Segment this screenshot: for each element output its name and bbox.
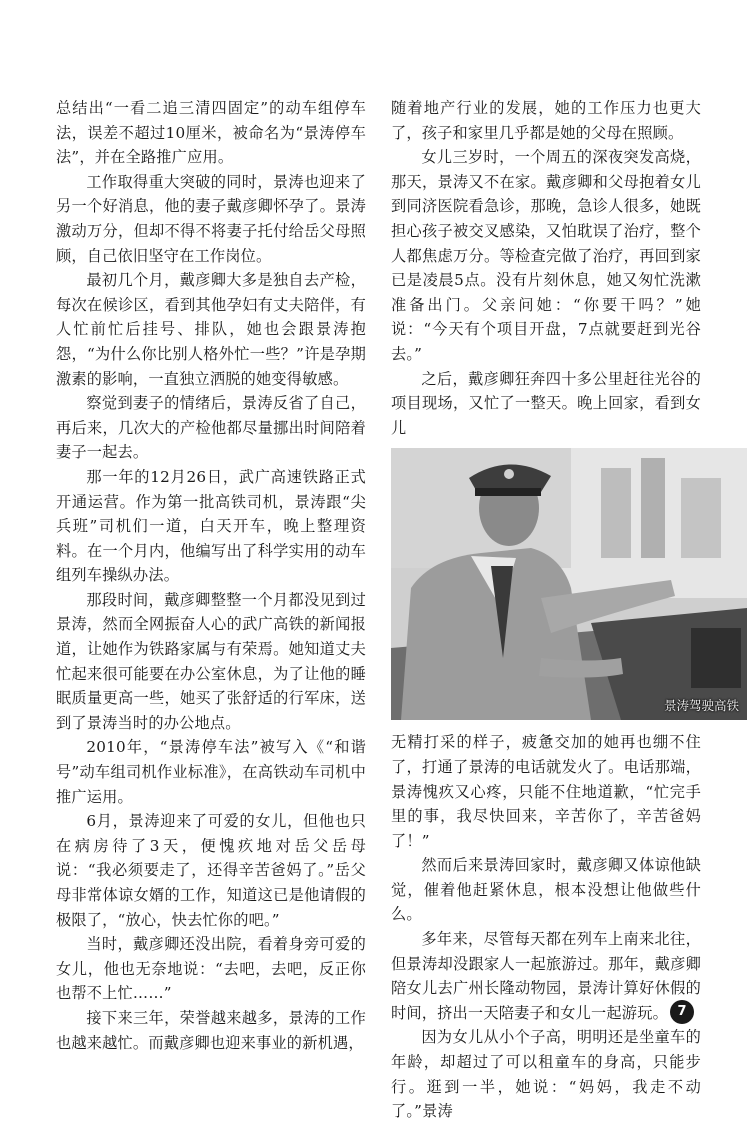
train-driver-photo <box>391 448 747 720</box>
paragraph: 那段时间，戴彦卿整整一个月都没见到过景涛，然而全网振奋人心的武广高铁的新闻报道，让她作为铁路家属与有荣焉。她知道丈夫忙起来很可能要在办公室休息，为了让他的睡眠质量更高一些，她买了张舒适的行军床，送到了景涛当时的办公地点。 <box>56 590 366 732</box>
paragraph: 之后，戴彦卿狂奔四十多公里赶往光谷的项目现场，又忙了一整天。晚上回家，看到女儿 <box>391 369 701 437</box>
paragraph: 2010年，“景涛停车法”被写入《“和谐号”动车组司机作业标准》，在高铁动车司机中推广运用。 <box>56 738 366 806</box>
paragraph: 察觉到妻子的情绪后，景涛反省了自己，再后来，几次大的产检他都尽量挪出时间陪着妻子一起去。 <box>56 394 366 462</box>
page-number: 7 <box>670 1000 694 1024</box>
paragraph: 因为女儿从小个子高，明明还是坐童车的年龄，却超过了可以租童车的身高，只能步行。逛到一半，她说：“妈妈，我走不动了。”景涛 <box>391 1028 701 1121</box>
photo-caption: 景涛驾驶高铁 <box>663 698 739 714</box>
paragraph: 当时，戴彦卿还没出院，看着身旁可爱的女儿，他也无奈地说：“去吧，去吧，反正你也帮不上忙……” <box>56 935 366 1003</box>
paragraph: 接下来三年，荣誉越来越多，景涛的工作也越来越忙。而戴彦卿也迎来事业的新机遇， <box>56 1008 366 1052</box>
paragraph: 随着地产行业的发展，她的工作压力也更大了，孩子和家里几乎都是她的父母在照顾。 <box>391 99 701 142</box>
paragraph: 工作取得重大突破的同时，景涛也迎来了另一个好消息，他的妻子戴彦卿怀孕了。景涛激动万分，但却不得不将妻子托付给岳父母照顾，自己依旧坚守在工作岗位。 <box>56 172 366 265</box>
photo-illustration <box>391 448 747 720</box>
paragraph: 无精打采的样子，疲惫交加的她再也绷不住了，打通了景涛的电话就发火了。电话那端，景涛愧疚又心疼，只能不住地道歉，“忙完手里的事，我尽快回来，辛苦你了，辛苦爸妈了！” <box>391 733 701 850</box>
paragraph: 最初几个月，戴彦卿大多是独自去产检，每次在候诊区，看到其他孕妇有丈夫陪伴，有人忙前忙后挂号、排队，她也会跟景涛抱怨，“为什么你比别人格外忙一些？”许是孕期激素的影响，一直独立洒脱的她变得敏感。 <box>56 271 366 388</box>
paragraph: 6月，景涛迎来了可爱的女儿，但他也只在病房待了3天，便愧疚地对岳父岳母说：“我必须要走了，还得辛苦爸妈了。”岳父母非常体谅女婿的工作，知道这已是他请假的极限了，“放心，快去忙你的吧。” <box>56 812 366 929</box>
paragraph: 总结出“一看二追三清四固定”的动车组停车法，误差不超过10厘米，被命名为“景涛停车法”，并在全路推广应用。 <box>56 99 366 167</box>
paragraph: 多年来，尽管每天都在列车上南来北往，但景涛却没跟家人一起旅游过。那年，戴彦卿陪女儿去广州长隆动物园，景涛计算好休假的时间，挤出一天陪妻子和女儿一起游玩。 <box>391 930 701 1022</box>
left-column <box>56 96 366 1055</box>
paragraph: 女儿三岁时，一个周五的深夜突发高烧，那天，景涛又不在家。戴彦卿和父母抱着女儿到同济医院看急诊，那晚，急诊人很多，她既担心孩子被交叉感染，又怕耽误了治疗，整个人都焦虑万分。等检查完做了治疗，再回到家已是凌晨5点。没有片刻休息，她又匆忙洗漱准备出门。父亲问她：“你要干吗？”她说：“今天有个项目开盘，7点就要赶到光谷去。” <box>391 148 701 363</box>
right-column <box>391 96 739 1124</box>
paragraph: 那一年的12月26日，武广高速铁路正式开通运营。作为第一批高铁司机，景涛跟“尖兵班”司机们一道，白天开车，晚上整理资料。在一个月内，他编写出了科学实用的动车组列车操纵办法。 <box>56 467 366 585</box>
paragraph: 然而后来景涛回家时，戴彦卿又体谅他缺觉，催着他赶紧休息，根本没想让他做些什么。 <box>391 856 701 924</box>
